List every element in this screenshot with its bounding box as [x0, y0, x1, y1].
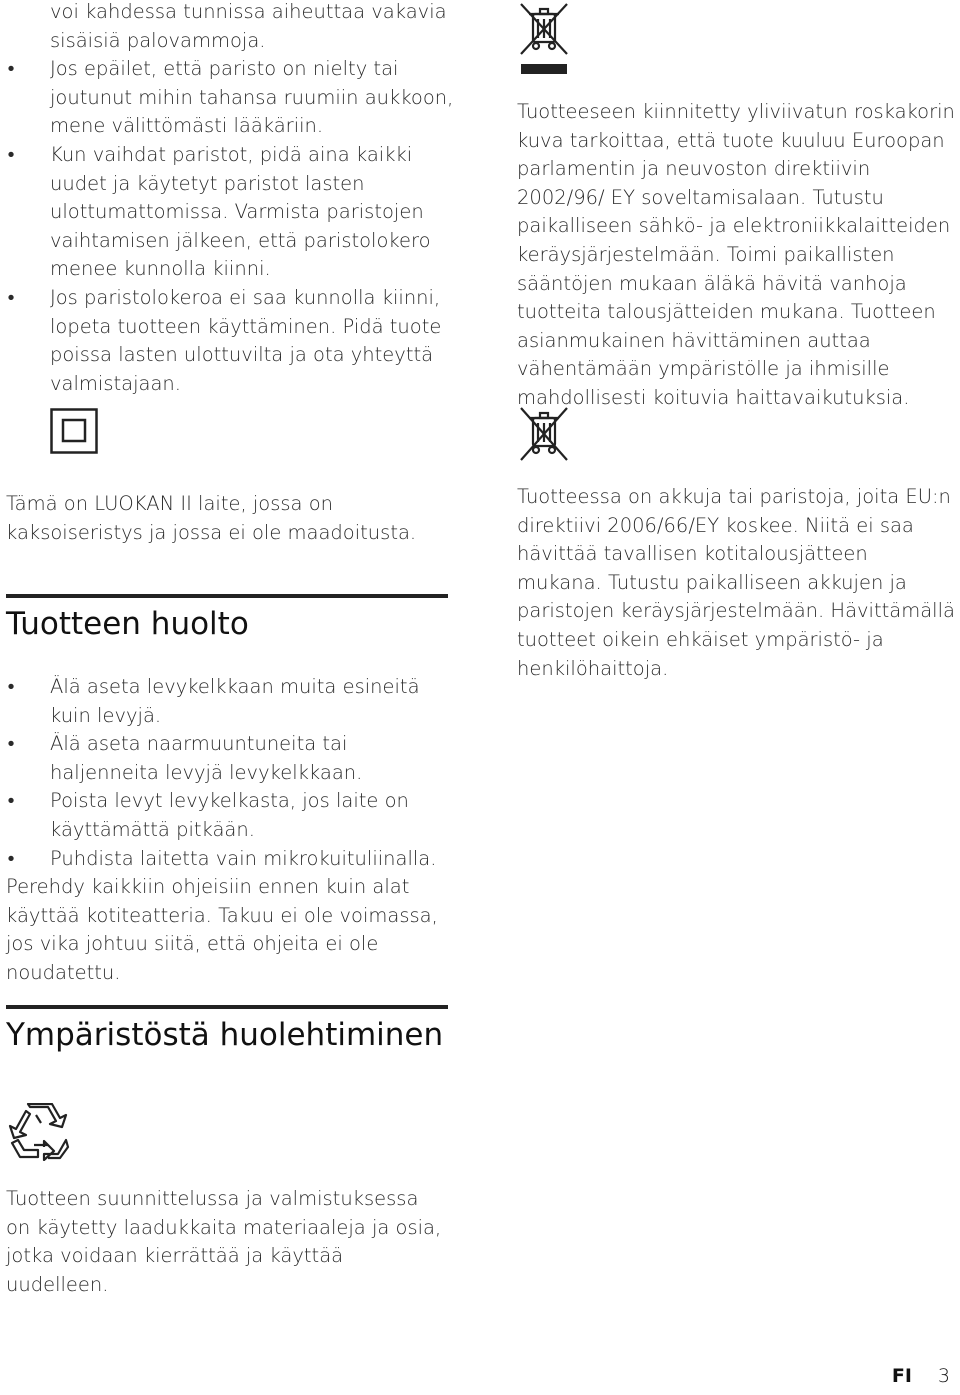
page-footer — [892, 1365, 950, 1387]
bullet-icon: • — [7, 57, 15, 81]
list-item: • Älä aseta levykelkkaan muita esineitä kuin levyjä. — [7, 675, 420, 727]
section-rule — [6, 594, 448, 598]
weee-description: Tuotteeseen kiinnitetty yliviivatun roskakorin kuva tarkoittaa, että tuote kuuluu Euroopan parlamentin ja neuvoston direktiivin 2002/96/ EY soveltamisalaan. Tutustu paikalliseen sähkö- ja elektroniikkalaitteiden keräysjärjestelmään. Toimi paikallisten sääntöjen mukaan äläkä hävitä vanhoja tuotteita talousjätteiden mukana. Tuotteen asianmukainen hävittäminen auttaa vähentämään ympäristölle ja ihmisille mahdollisesti koituvia haittavaikutuksia. — [517, 100, 955, 409]
list-item: • Jos epäilet, että paristo on nielty tai joutunut mihin tahansa ruumiin aukkoon, mene välittömästi lääkäriin. — [7, 57, 454, 138]
bullet-icon: • — [7, 732, 15, 756]
care-section — [6, 673, 456, 988]
list-item: • Poista levyt levykelkasta, jos laite on käyttämättä pitkään. — [7, 789, 409, 841]
crossed-out-battery-bin-icon — [517, 406, 571, 466]
environment-description: Tuotteen suunnittelussa ja valmistuksessa on käytetty laadukkaita materiaaleja ja osia, jotka voidaan kierrättää ja käyttää uudelleen. — [6, 1187, 442, 1296]
class-ii-double-square-icon — [50, 408, 98, 458]
care-heading: Tuotteen huolto — [6, 606, 249, 642]
battery-warning-list — [6, 0, 456, 398]
battery-bullet-list — [6, 55, 456, 398]
environment-heading: Ympäristöstä huolehtiminen — [6, 1017, 444, 1053]
list-item: • Puhdista laitetta vain mikrokuituliinalla. — [6, 845, 456, 874]
bullet-icon: • — [7, 142, 15, 166]
section-rule — [6, 1005, 448, 1009]
bullet-icon: • — [7, 846, 15, 870]
page-number: 3 — [937, 1365, 950, 1387]
list-item: • Jos paristolokeroa ei saa kunnolla kiinni, lopeta tuotteen käyttäminen. Pidä tuote poissa lasten ulottuvilta ja ota yhteyttä valmistajaan. — [7, 285, 442, 395]
list-item: • Kun vaihdat paristot, pidä aina kaikki uudet ja käytetyt paristot lasten ulottumattomissa. Varmista paristojen vaihtamisen jälkeen, että paristolokero menee kunnolla kiinni. — [7, 142, 431, 281]
bullet-icon: • — [7, 675, 15, 698]
bullet-icon: • — [7, 789, 15, 813]
list-item: • Älä aseta naarmuuntuneita tai haljenneita levyjä levykelkkaan. — [7, 732, 363, 784]
crossed-out-wheelie-bin-icon — [517, 2, 571, 80]
recycle-icon — [8, 1103, 70, 1165]
class-ii-description: Tämä on LUOKAN II laite, jossa on kaksoiseristys ja jossa ei ole maadoitusta. — [6, 492, 417, 544]
language-code: FI — [891, 1365, 912, 1387]
care-note: Perehdy kaikkiin ohjeisiin ennen kuin alat käyttää kotiteatteria. Takuu ei ole voimassa, jos vika johtuu siitä, että ohjeita ei ole noudatettu. — [6, 875, 438, 984]
battery-warning-continuation: voi kahdessa tunnissa aiheuttaa vakavia sisäisiä palovammoja. — [50, 0, 447, 52]
bullet-icon: • — [7, 285, 15, 309]
care-bullet-list — [6, 673, 456, 873]
battery-disposal-description: Tuotteessa on akkuja tai paristoja, joita EU:n direktiivi 2006/66/EY koskee. Niitä ei saa hävittää tavallisen kotitalousjätteen mukana. Tutustu paikalliseen akkujen ja paristojen keräysjärjestelmään. Hävittämällä tuotteet oikein ehkäiset ympäristö- ja henkilöhaittoja. — [517, 485, 955, 680]
